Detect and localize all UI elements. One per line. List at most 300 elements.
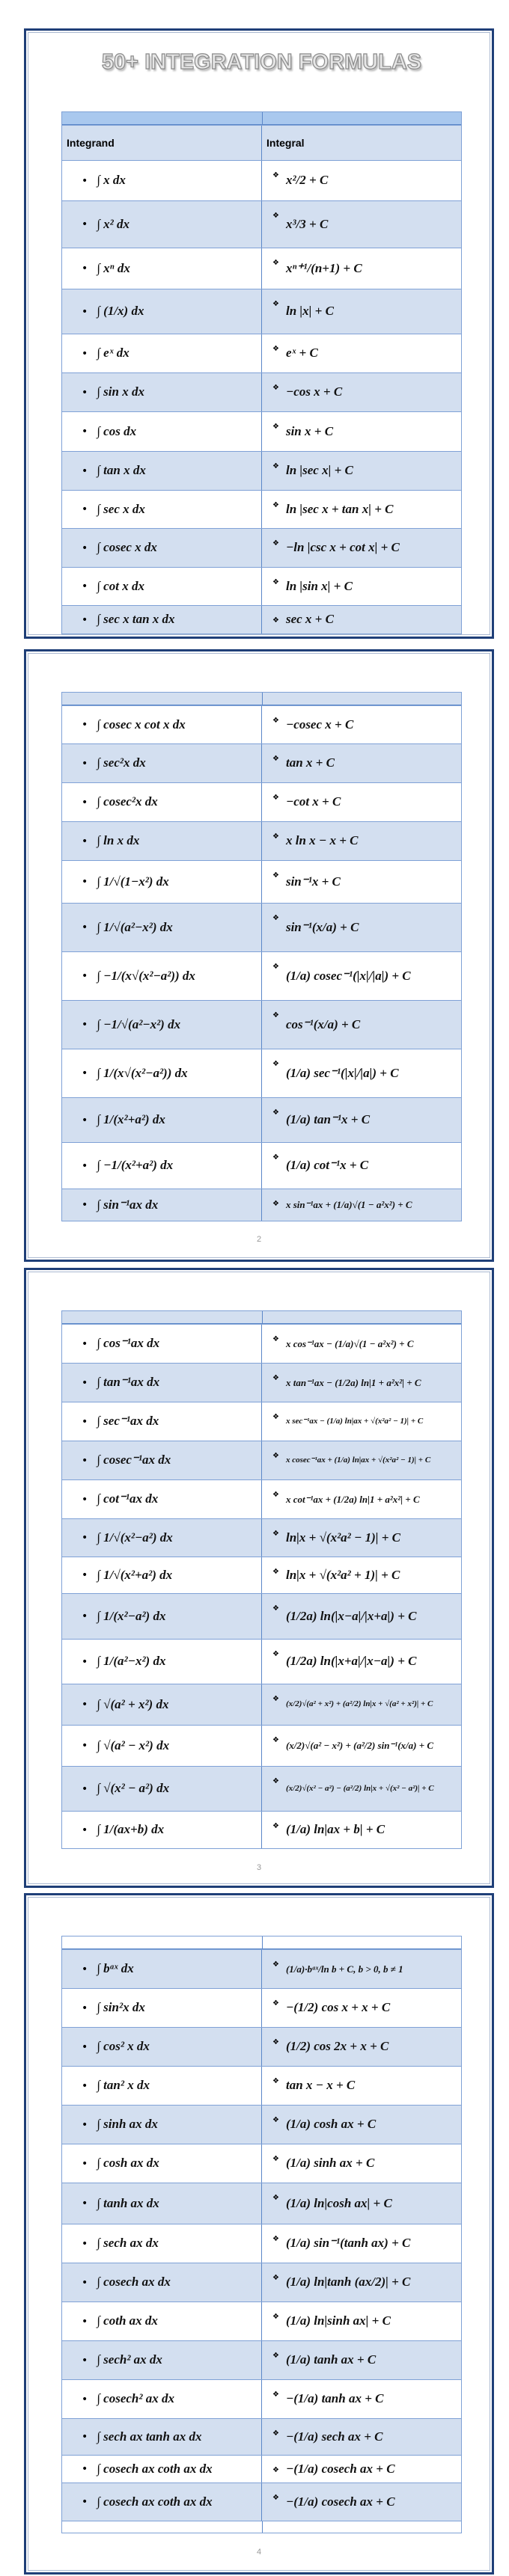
integrand-text: ∫ eˣ dx: [97, 346, 129, 361]
integrand-text: ∫ bᵃˣ dx: [97, 1961, 134, 1976]
table-row: [62, 2027, 461, 2066]
diamond-bullet-icon: ❖: [272, 2155, 279, 2163]
integrand-cell: [62, 2483, 262, 2521]
integrand-text: ∫ sinh ax dx: [97, 2117, 158, 2132]
integrand-cell: [62, 744, 262, 782]
integrand-cell: [62, 1557, 262, 1593]
integrand-text: ∫ 1/(x²−a²) dx: [97, 1608, 166, 1623]
diamond-bullet-icon: ❖: [272, 300, 279, 308]
integral-cell: [262, 904, 461, 951]
table-row: [62, 1639, 461, 1684]
diamond-bullet-icon: ❖: [272, 1822, 279, 1830]
table-row: [62, 528, 461, 567]
integrand-text: ∫ sin x dx: [97, 384, 144, 399]
table-row: [62, 1811, 461, 1848]
integrand-cell: [62, 1950, 262, 1988]
table-row: [62, 2105, 461, 2144]
integrand-text: ∫ −1/(x²+a²) dx: [97, 1158, 174, 1173]
integral-text: x ln x − x + C: [285, 833, 359, 848]
integral-cell: [262, 491, 461, 528]
integrand-cell: [62, 1143, 262, 1189]
page-1: [24, 28, 494, 639]
integral-text: (1/a) sinh ax + C: [285, 2156, 375, 2171]
integrand-cell: [62, 2302, 262, 2340]
integrand-text: ∫ coth ax dx: [97, 2313, 158, 2328]
integral-text: tan x − x + C: [285, 2078, 356, 2093]
bullet-icon: •: [82, 1782, 88, 1795]
integral-text: tan x + C: [285, 755, 335, 770]
integrand-cell: [62, 606, 262, 634]
integral-text: ln |x| + C: [285, 304, 334, 319]
integrand-text: ∫ ln x dx: [97, 833, 140, 848]
diamond-bullet-icon: ❖: [272, 963, 279, 971]
integrand-cell: [62, 1364, 262, 1402]
integral-cell: [262, 1557, 461, 1593]
bullet-icon: •: [82, 1655, 88, 1668]
page-number: 3: [256, 1863, 262, 1872]
integrand-text: ∫ sec x tan x dx: [97, 612, 175, 627]
table-row: [62, 372, 461, 411]
diamond-bullet-icon: ❖: [272, 1060, 279, 1068]
table-row: [62, 743, 461, 782]
integral-text: −(1/a) tanh ax + C: [285, 2391, 384, 2406]
bullet-icon: •: [82, 796, 88, 809]
integrand-text: ∫ −1/(x√(x²−a²)) dx: [97, 968, 195, 983]
integral-text: (1/a) ln|ax + b| + C: [285, 1822, 385, 1837]
integral-text: sin x + C: [285, 423, 334, 438]
integrand-cell: [62, 248, 262, 289]
bullet-icon: •: [82, 1740, 88, 1752]
diamond-bullet-icon: ❖: [272, 2235, 279, 2243]
integral-text: ln |sin x| + C: [285, 578, 353, 593]
integral-cell: [262, 2302, 461, 2340]
integral-text: −(1/a) sech ax + C: [285, 2429, 383, 2444]
table-row: [62, 2455, 461, 2483]
integrand-text: ∫ 1/√(a²−x²) dx: [97, 919, 173, 934]
diamond-bullet-icon: ❖: [272, 423, 279, 431]
diamond-bullet-icon: ❖: [272, 1452, 279, 1460]
document-title: 50+ INTEGRATION FORMULAS: [101, 50, 422, 74]
integrand-text: ∫ sech² ax dx: [97, 2352, 162, 2367]
diamond-bullet-icon: ❖: [272, 1960, 279, 1969]
integrand-text: ∫ −1/√(a²−x²) dx: [97, 1016, 181, 1031]
integrand-text: ∫ cosech ax coth ax dx: [97, 2461, 213, 2476]
bullet-icon: •: [82, 2040, 88, 2053]
bullet-icon: •: [82, 1610, 88, 1622]
integrand-cell: [62, 529, 262, 567]
integrand-text: ∫ sec x dx: [97, 501, 145, 516]
integral-text: x sec⁻¹ax − (1/a) ln|ax + √(x²a² − 1)| + C: [285, 1416, 424, 1426]
integral-cell: [262, 2106, 461, 2144]
integrand-cell: [62, 2067, 262, 2105]
integral-cell: [262, 1402, 461, 1441]
integrand-text: ∫ 1/(x²+a²) dx: [97, 1112, 165, 1127]
integral-text: (1/a) cosh ax + C: [285, 2117, 377, 2132]
bullet-icon: •: [82, 2354, 88, 2367]
page-3: [24, 1268, 494, 1888]
integrand-text: ∫ cosec²x dx: [97, 794, 158, 809]
integral-cell: [262, 1480, 461, 1518]
integrand-cell: [62, 2419, 262, 2455]
table-row: [62, 1557, 461, 1593]
integral-cell: [262, 2419, 461, 2455]
integrand-text: ∫ √(x² − a²) dx: [97, 1781, 170, 1796]
table-top-strip: [62, 1936, 461, 1949]
integral-cell: [262, 289, 461, 334]
integrand-text: ∫ tan² x dx: [97, 2078, 150, 2093]
integral-cell: [262, 373, 461, 411]
integral-cell: [262, 2456, 461, 2483]
integrand-cell: [62, 2380, 262, 2418]
integral-text: ln |sec x| + C: [285, 463, 353, 478]
header-integral: Integral: [266, 137, 305, 149]
table-row: [62, 2066, 461, 2105]
diamond-bullet-icon: ❖: [272, 1374, 279, 1382]
integral-text: (x/2)√(x² − a²) − (a²/2) ln|x + √(x² − a²)| + C: [285, 1783, 434, 1793]
integral-cell: [262, 706, 461, 743]
integrand-text: ∫ tan x dx: [97, 463, 146, 478]
table-row: [62, 289, 461, 334]
integrand-text: ∫ cosec⁻¹ax dx: [97, 1453, 171, 1468]
table-row: [62, 1049, 461, 1097]
integrand-cell: [62, 783, 262, 821]
diamond-bullet-icon: ❖: [272, 1413, 279, 1421]
table-row: [62, 1518, 461, 1557]
diamond-bullet-icon: ❖: [272, 1108, 279, 1117]
diamond-bullet-icon: ❖: [272, 501, 279, 509]
integrand-cell: [62, 1480, 262, 1518]
table-row: [62, 2340, 461, 2379]
integral-cell: [262, 744, 461, 782]
integral-text: x cot⁻¹ax + (1/2a) ln|1 + a²x²| + C: [285, 1493, 420, 1505]
diamond-bullet-icon: ❖: [272, 1530, 279, 1538]
bullet-icon: •: [82, 613, 88, 626]
integrand-cell: [62, 1640, 262, 1684]
formula-table: [61, 1310, 462, 1849]
bullet-icon: •: [82, 719, 88, 731]
bullet-icon: •: [82, 1569, 88, 1581]
integral-cell: [262, 568, 461, 605]
integrand-text: ∫ sec⁻¹ax dx: [97, 1414, 159, 1429]
integral-cell: [262, 783, 461, 821]
integral-text: x sin⁻¹ax + (1/a)√(1 − a²x²) + C: [285, 1199, 412, 1211]
integrand-cell: [62, 1594, 262, 1639]
bullet-icon: •: [82, 1019, 88, 1031]
diamond-bullet-icon: ❖: [272, 1736, 279, 1744]
integral-text: sin⁻¹x + C: [285, 874, 341, 889]
diamond-bullet-icon: ❖: [272, 1011, 279, 1019]
integrand-cell: [62, 568, 262, 605]
bullet-icon: •: [82, 347, 88, 360]
integral-text: sec x + C: [285, 612, 334, 627]
integrand-text: ∫ √(a² − x²) dx: [97, 1738, 170, 1752]
integral-text: −cot x + C: [285, 794, 341, 809]
integral-text: −cos x + C: [285, 384, 343, 399]
table-row: [62, 951, 461, 1000]
table-row: [62, 1725, 461, 1766]
diamond-bullet-icon: ❖: [272, 1491, 279, 1499]
bullet-icon: •: [82, 1454, 88, 1467]
integrand-cell: [62, 373, 262, 411]
integral-cell: [262, 1726, 461, 1766]
integrand-cell: [62, 1001, 262, 1049]
integral-cell: [262, 822, 461, 860]
integral-cell: [262, 1812, 461, 1848]
diamond-bullet-icon: ❖: [272, 171, 279, 180]
diamond-bullet-icon: ❖: [272, 2429, 279, 2438]
integral-cell: [262, 334, 461, 372]
table-row: [62, 1593, 461, 1639]
integrand-cell: [62, 1325, 262, 1363]
integrand-cell: [62, 2341, 262, 2379]
table-top-strip: [62, 1311, 461, 1324]
integral-cell: [262, 1594, 461, 1639]
integrand-cell: [62, 1049, 262, 1097]
table-row: [62, 2144, 461, 2183]
bullet-icon: •: [82, 1199, 88, 1211]
bullet-icon: •: [82, 2276, 88, 2289]
integral-cell: [262, 2380, 461, 2418]
diamond-bullet-icon: ❖: [272, 2116, 279, 2124]
integral-text: (1/2a) ln(|x+a|/|x−a|) + C: [285, 1654, 417, 1669]
integrand-text: ∫ sec²x dx: [97, 755, 146, 770]
diamond-bullet-icon: ❖: [272, 794, 279, 802]
integrand-text: ∫ sech ax dx: [97, 2236, 159, 2251]
table-row: [62, 490, 461, 528]
integral-cell: [262, 2183, 461, 2224]
bullet-icon: •: [82, 2496, 88, 2508]
integral-text: (1/a) ln|tanh (ax/2)| + C: [285, 2275, 411, 2290]
diamond-bullet-icon: ❖: [272, 914, 279, 922]
integral-text: ln |sec x + tan x| + C: [285, 501, 394, 516]
integral-text: x³/3 + C: [285, 216, 329, 231]
integral-cell: [262, 1950, 461, 1988]
integral-text: (1/a) cosec⁻¹(|x|/|a|) + C: [285, 968, 411, 983]
bullet-icon: •: [82, 426, 88, 438]
integral-cell: [262, 201, 461, 248]
bullet-icon: •: [82, 2002, 88, 2014]
integrand-text: ∫ cosec x cot x dx: [97, 717, 186, 732]
integrand-text: ∫ 1/√(x²−a²) dx: [97, 1530, 173, 1545]
integrand-text: ∫ cot x dx: [97, 578, 144, 593]
page-2: [24, 649, 494, 1262]
bullet-icon: •: [82, 218, 88, 230]
table-row: [62, 821, 461, 860]
diamond-bullet-icon: ❖: [272, 1153, 279, 1162]
table-row: [62, 2263, 461, 2301]
integrand-text: ∫ x dx: [97, 173, 126, 188]
diamond-bullet-icon: ❖: [272, 462, 279, 470]
integral-text: −(1/a) cosech ax + C: [285, 2461, 395, 2476]
integrand-cell: [62, 2106, 262, 2144]
bullet-icon: •: [82, 757, 88, 770]
table-row: [62, 2224, 461, 2263]
integrand-text: ∫ sin²x dx: [97, 2000, 145, 2015]
bullet-icon: •: [82, 1114, 88, 1126]
integrand-text: ∫ cos dx: [97, 423, 137, 438]
bullet-icon: •: [82, 174, 88, 187]
integral-text: (1/a) tanh ax + C: [285, 2352, 377, 2367]
integrand-text: ∫ cosech ax dx: [97, 2275, 171, 2290]
bullet-icon: •: [82, 1337, 88, 1350]
integral-text: sin⁻¹(x/a) + C: [285, 919, 359, 934]
table-row: [62, 567, 461, 605]
integrand-cell: [62, 1767, 262, 1811]
diamond-bullet-icon: ❖: [272, 832, 279, 841]
integral-text: −cosec x + C: [285, 717, 354, 732]
table-row: [62, 2183, 461, 2224]
formula-table: [61, 1936, 462, 2533]
integrand-cell: [62, 904, 262, 951]
integral-text: −(1/2) cos x + x + C: [285, 2000, 391, 2015]
bullet-icon: •: [82, 876, 88, 888]
integrand-cell: [62, 861, 262, 903]
table-row: [62, 200, 461, 248]
bullet-icon: •: [82, 2157, 88, 2170]
integral-cell: [262, 1001, 461, 1049]
integrand-cell: [62, 491, 262, 528]
bullet-icon: •: [82, 1532, 88, 1544]
bullet-icon: •: [82, 2079, 88, 2092]
diamond-bullet-icon: ❖: [272, 2194, 279, 2202]
diamond-bullet-icon: ❖: [272, 717, 279, 725]
integral-cell: [262, 2067, 461, 2105]
integral-text: (1/2a) ln(|x−a|/|x+a|) + C: [285, 1608, 417, 1623]
integrand-cell: [62, 1098, 262, 1142]
diamond-bullet-icon: ❖: [272, 2391, 279, 2399]
integral-cell: [262, 1767, 461, 1811]
table-row: [62, 248, 461, 289]
integral-cell: [262, 1364, 461, 1402]
integral-text: (1/2) cos 2x + x + C: [285, 2039, 389, 2054]
table-row: [62, 334, 461, 372]
bullet-icon: •: [82, 386, 88, 399]
integrand-text: ∫ cosec x dx: [97, 540, 157, 555]
bullet-icon: •: [82, 970, 88, 982]
integral-text: ln|x + √(x²a² + 1)| + C: [285, 1567, 400, 1582]
bullet-icon: •: [82, 921, 88, 933]
integral-cell: [262, 2483, 461, 2521]
integrand-text: ∫ xⁿ dx: [97, 260, 130, 275]
integrand-text: ∫ sin⁻¹ax dx: [97, 1197, 159, 1212]
bullet-icon: •: [82, 580, 88, 592]
integral-text: x tan⁻¹ax − (1/2a) ln|1 + a²x²| + C: [285, 1376, 421, 1388]
page-number: 4: [256, 2548, 262, 2557]
bullet-icon: •: [82, 1415, 88, 1428]
table-row: [62, 705, 461, 743]
integrand-cell: [62, 2183, 262, 2224]
integral-cell: [262, 2144, 461, 2183]
table-row: [62, 1000, 461, 1049]
bullet-icon: •: [82, 1699, 88, 1711]
integral-cell: [262, 1441, 461, 1479]
integrand-text: ∫ cosech² ax dx: [97, 2391, 174, 2406]
diamond-bullet-icon: ❖: [272, 578, 279, 586]
integrand-cell: [62, 952, 262, 1000]
integrand-cell: [62, 706, 262, 743]
diamond-bullet-icon: ❖: [272, 2494, 279, 2502]
table-row: [62, 1988, 461, 2027]
integral-cell: [262, 1325, 461, 1363]
page-4: [24, 1893, 494, 2575]
diamond-bullet-icon: ❖: [272, 539, 279, 548]
table-row: [62, 2301, 461, 2340]
integrand-cell: [62, 334, 262, 372]
integral-cell: [262, 1143, 461, 1189]
integral-text: (1/a) sin⁻¹(tanh ax) + C: [285, 2236, 411, 2251]
integrand-cell: [62, 1684, 262, 1725]
diamond-bullet-icon: ❖: [272, 2077, 279, 2085]
integrand-cell: [62, 452, 262, 490]
integrand-cell: [62, 2224, 262, 2263]
integral-text: −ln |csc x + cot x| + C: [285, 540, 400, 555]
bullet-icon: •: [82, 2463, 88, 2475]
integral-cell: [262, 1519, 461, 1557]
bullet-icon: •: [82, 1376, 88, 1389]
integrand-cell: [62, 289, 262, 334]
page-number: 2: [256, 1235, 262, 1244]
integrand-cell: [62, 1441, 262, 1479]
integral-text: (1/a) cot⁻¹x + C: [285, 1158, 369, 1173]
header-integrand: Integrand: [62, 126, 262, 160]
bullet-icon: •: [82, 2393, 88, 2405]
integrand-cell: [62, 2263, 262, 2301]
integral-cell: [262, 2028, 461, 2066]
table-row: [62, 1363, 461, 1402]
integral-text: (x/2)√(a² − x²) + (a²/2) sin⁻¹(x/a) + C: [285, 1740, 434, 1752]
integral-cell: [262, 1189, 461, 1221]
integrand-text: ∫ 1/(a²−x²) dx: [97, 1654, 166, 1669]
table-row: [62, 411, 461, 451]
integral-text: eˣ + C: [285, 346, 318, 361]
integrand-text: ∫ 1/(ax+b) dx: [97, 1822, 165, 1837]
table-row: [62, 1479, 461, 1518]
integrand-text: ∫ tanh ax dx: [97, 2195, 159, 2210]
integrand-text: ∫ tan⁻¹ax dx: [97, 1375, 160, 1390]
integral-text: ln|x + √(x²a² − 1)| + C: [285, 1530, 400, 1545]
bullet-icon: •: [82, 1963, 88, 1975]
table-header-row: [62, 125, 461, 160]
blank-row: [62, 2521, 461, 2533]
integrand-cell: [62, 2028, 262, 2066]
integral-cell: [262, 861, 461, 903]
integral-cell: [262, 952, 461, 1000]
integrand-cell: [62, 161, 262, 200]
integrand-text: ∫ (1/x) dx: [97, 304, 144, 319]
diamond-bullet-icon: ❖: [272, 1695, 279, 1703]
diamond-bullet-icon: ❖: [272, 2352, 279, 2360]
bullet-icon: •: [82, 464, 88, 477]
table-row: [62, 860, 461, 903]
integral-cell: [262, 529, 461, 567]
integral-cell: [262, 1684, 461, 1725]
integrand-cell: [62, 1402, 262, 1441]
integral-cell: [262, 1640, 461, 1684]
bullet-icon: •: [82, 2198, 88, 2209]
integral-cell: [262, 161, 461, 200]
diamond-bullet-icon: ❖: [272, 755, 279, 763]
bullet-icon: •: [82, 305, 88, 318]
integrand-text: ∫ √(a² + x²) dx: [97, 1696, 169, 1711]
integrand-text: ∫ sech ax tanh ax dx: [97, 2429, 202, 2444]
integral-cell: [262, 2263, 461, 2301]
bullet-icon: •: [82, 2118, 88, 2131]
bullet-icon: •: [82, 835, 88, 847]
table-row: [62, 1441, 461, 1479]
integral-text: x²/2 + C: [285, 173, 329, 188]
diamond-bullet-icon: ❖: [272, 1777, 279, 1785]
integral-cell: [262, 1049, 461, 1097]
